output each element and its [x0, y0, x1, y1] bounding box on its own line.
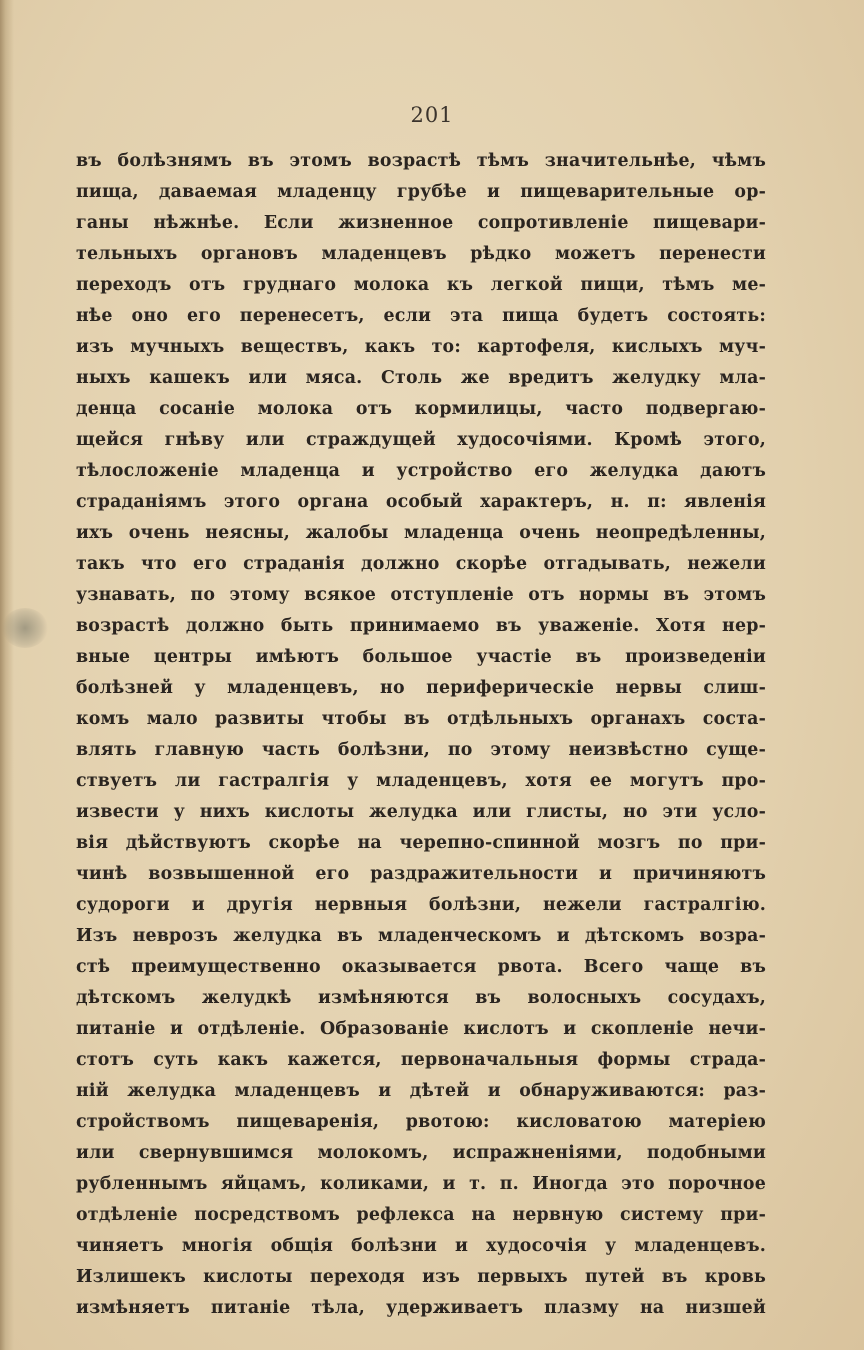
text-line: ствуетъ ли гастралгія у младенцевъ, хотя ее могутъ про-: [76, 771, 766, 791]
text-line: питаніе и отдѣленіе. Образованіе кислотъ и скопленіе нечи-: [76, 1019, 766, 1039]
text-line: тѣлосложеніе младенца и устройство его желудка даютъ: [76, 461, 766, 481]
text-line: стройствомъ пищеваренія, рвотою: кисловатою матеріею: [76, 1112, 766, 1132]
text-line: измѣняетъ питаніе тѣла, удерживаетъ плазму на низшей: [76, 1298, 766, 1318]
text-line: ныхъ кашекъ или мяса. Столь же вредитъ желудку мла-: [76, 368, 766, 388]
text-line: стѣ преимущественно оказывается рвота. Всего чаще въ: [76, 957, 766, 977]
text-line: ганы нѣжнѣе. Если жизненное сопротивленіе пищевари-: [76, 213, 766, 233]
body-text: [76, 146, 766, 1324]
binding-edge: [0, 0, 14, 1350]
text-line: переходъ отъ груднаго молока къ легкой пищи, тѣмъ ме-: [76, 275, 766, 295]
text-line: болѣзней у младенцевъ, но периферическіе нервы слиш-: [76, 678, 766, 698]
paper-stain: [2, 608, 48, 648]
text-line: стотъ суть какъ кажется, первоначальныя формы страда-: [76, 1050, 766, 1070]
text-line: чинѣ возвышенной его раздражительности и причиняютъ: [76, 864, 766, 884]
text-line: ихъ очень неясны, жалобы младенца очень неопредѣленны,: [76, 523, 766, 543]
text-line: судороги и другія нервныя болѣзни, нежели гастралгію.: [76, 895, 766, 915]
text-line: комъ мало развиты чтобы въ отдѣльныхъ органахъ соста-: [76, 709, 766, 729]
text-line: вія дѣйствуютъ скорѣе на черепно-спинной мозгъ по при-: [76, 833, 766, 853]
text-line: нѣе оно его перенесетъ, если эта пища будетъ состоять:: [76, 306, 766, 326]
text-line: отдѣленіе посредствомъ рефлекса на нервную систему при-: [76, 1205, 766, 1225]
text-line: рубленнымъ яйцамъ, коликами, и т. п. Иногда это порочное: [76, 1174, 766, 1194]
text-line: ній желудка младенцевъ и дѣтей и обнаруживаются: раз-: [76, 1081, 766, 1101]
text-line: пища, даваемая младенцу грубѣе и пищеварительные ор-: [76, 182, 766, 202]
page-number: 201: [410, 103, 454, 127]
text-line: или свернувшимся молокомъ, испражненіями, подобными: [76, 1143, 766, 1163]
text-line: Изъ неврозъ желудка въ младенческомъ и дѣтскомъ возра-: [76, 926, 766, 946]
text-line: извести у нихъ кислоты желудка или глисты, но эти усло-: [76, 802, 766, 822]
text-line: щейся гнѣву или страждущей худосочіями. Кромѣ этого,: [76, 430, 766, 450]
text-line: такъ что его страданія должно скорѣе отгадывать, нежели: [76, 554, 766, 574]
text-line: возрастѣ должно быть принимаемо въ уваженіе. Хотя нер-: [76, 616, 766, 636]
text-line: вные центры имѣютъ большое участіе въ произведеніи: [76, 647, 766, 667]
text-line: страданіямъ этого органа особый характеръ, н. п: явленія: [76, 492, 766, 512]
text-line: денца сосаніе молока отъ кормилицы, часто подвергаю-: [76, 399, 766, 419]
text-line: въ болѣзнямъ въ этомъ возрастѣ тѣмъ значительнѣе, чѣмъ: [76, 151, 766, 171]
text-line: тельныхъ органовъ младенцевъ рѣдко можетъ перенести: [76, 244, 766, 264]
text-line: чиняетъ многія общія болѣзни и худосочія у младенцевъ.: [76, 1236, 766, 1256]
text-line: узнавать, по этому всякое отступленіе отъ нормы въ этомъ: [76, 585, 766, 605]
text-line: Излишекъ кислоты переходя изъ первыхъ путей въ кровь: [76, 1267, 766, 1287]
text-line: изъ мучныхъ веществъ, какъ то: картофеля, кислыхъ муч-: [76, 337, 766, 357]
text-line: влять главную часть болѣзни, по этому неизвѣстно суще-: [76, 740, 766, 760]
text-line: дѣтскомъ желудкѣ измѣняются въ волосныхъ сосудахъ,: [76, 988, 766, 1008]
